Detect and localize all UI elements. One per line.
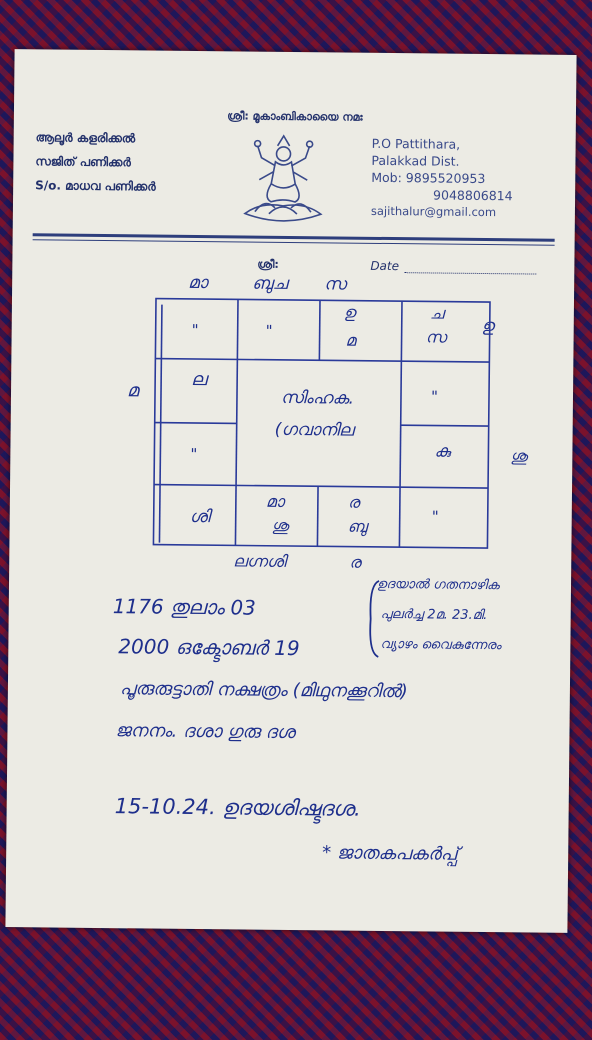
mobile-1: Mob: 9895520953 [371, 169, 486, 187]
chart-top-label-2: ബുച [252, 273, 288, 294]
note-birth-dasha: ജനനം. ദശാ ഗുരു ദശ [115, 720, 295, 744]
cell-r1c0: ല [191, 368, 207, 391]
note-time-line-2: പുലർച്ച 2മ. 23.മി. [380, 606, 488, 624]
cell-r0c1: " [265, 321, 273, 340]
name-line-1: ആലൂർ കളരിക്കൽ [35, 130, 136, 146]
cell-r2c3: കു [434, 441, 451, 462]
note-time-line-1: ഉദയാൽ ഗതനാഴിക [376, 576, 500, 594]
note-time-line-3: വ്യാഴം വൈകുന്നേരം [380, 636, 502, 654]
note-gregorian-date: 2000 ഒക്ടോബർ 19 [118, 634, 300, 661]
cell-r0c0: " [191, 320, 199, 340]
name-line-3: S/o. മാധവ പണിക്കർ [35, 178, 156, 194]
chart-top-label-1: മാ [188, 272, 208, 294]
cell-r0c2-bottom: മ [345, 330, 356, 350]
date-line [404, 272, 536, 274]
chart-right-label: ശു [510, 446, 528, 466]
bracket-mark [364, 579, 381, 659]
cell-r1c3: " [430, 387, 438, 406]
name-line-2: സജിത് പണിക്കർ [35, 154, 131, 170]
astrologer-name-block [35, 125, 156, 198]
cell-r3c3: " [431, 507, 439, 526]
note-nakshatra: പൂരുരുട്ടാതി നക്ഷത്രം (മിഥുനക്കൂറിൽ) [119, 678, 408, 703]
address-line-1: P.O Pattithara, [371, 135, 461, 152]
chart-bottom-label-1: ലഗ്നശി [233, 551, 287, 571]
goddess-icon [235, 131, 332, 228]
contact-block [371, 135, 513, 221]
note-malayalam-date: 1176 തുലാം 03 [112, 594, 256, 620]
note-horoscope-copy: * ജാതകപകർപ്പ് [322, 842, 458, 865]
chart-top-label-3: സ [324, 274, 347, 295]
email-address: sajithalur@gmail.com [370, 203, 497, 220]
chart-outside-right-top: ഉ [481, 315, 495, 337]
invocation-text: ശ്രീ: മൂകാംബികായൈ നമഃ [227, 109, 363, 124]
center-line-2: (ഗവാനില [274, 419, 354, 441]
cell-r3c1-bottom: ശു [271, 515, 289, 535]
cell-r0c3-top: ച [429, 303, 444, 323]
address-line-2: Palakkad Dist. [371, 152, 460, 169]
cell-r3c0: ശി [189, 506, 210, 528]
note-dasha-date: 15-10.24. ഉദയശിഷ്ടദശ. [114, 794, 361, 821]
cell-r2c0: " [190, 444, 198, 464]
chart-left-label: മ [126, 380, 139, 402]
paper-sheet [5, 49, 576, 933]
chart-bottom-label-2: ര [349, 552, 361, 572]
center-line-1: സിംഹക. [280, 387, 355, 409]
cell-r3c2-bottom: ബു [347, 516, 367, 536]
sri-mark: ശ്രീ: [257, 257, 279, 271]
mobile-2: 9048806814 [433, 187, 513, 204]
cell-r3c2-top: ര [347, 492, 360, 512]
date-label: Date [370, 258, 400, 274]
cell-r0c2-top: ഉ [343, 302, 356, 322]
cell-r3c1-top: മാ [265, 491, 285, 511]
cell-r0c3-bottom: സ [425, 327, 447, 347]
